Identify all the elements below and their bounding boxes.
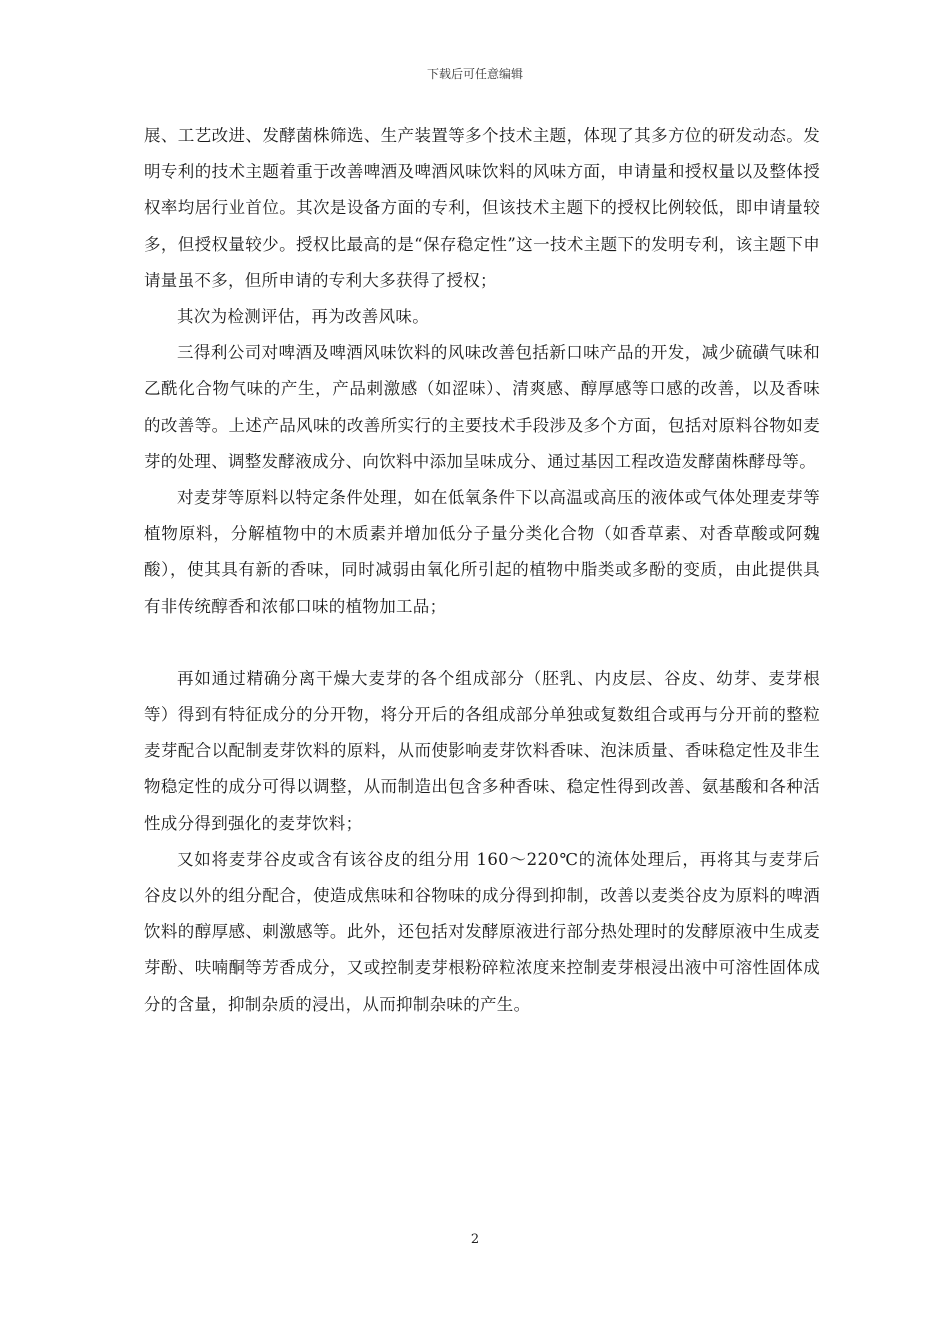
- paragraph-spacer: [144, 625, 820, 661]
- page-header: 下载后可任意编辑: [426, 67, 523, 81]
- page-number: 2: [470, 1232, 480, 1247]
- paragraph-detection-evaluation: 其次为检测评估，再为改善风味。: [177, 307, 429, 327]
- document-body: [144, 118, 820, 1023]
- paragraph-malt-husk-treatment: 又如将麦芽谷皮或含有该谷皮的组分用 160～220℃的流体处理后，再将其与麦芽后谷皮以外的组分配合，使造成焦味和谷物味的成分得到抑制，改善以麦类谷皮为原料的啤酒饮料的醇厚感、刺激感等。此外，还包括对发酵原液进行部分热处理时的发酵原液中生成麦芽酚、呋喃酮等芳香成分，又或控制麦芽根粉碎粒浓度来控制麦芽根浸出液中可溶性固体成分的含量，抑制杂质的浸出，从而抑制杂味的产生。: [144, 849, 820, 1014]
- paragraph-continuation: 展、工艺改进、发酵菌株筛选、生产装置等多个技术主题，体现了其多方位的研发动态。发明专利的技术主题着重于改善啤酒及啤酒风味饮料的风味方面，申请量和授权量以及整体授权率均居行业首位。其次是设备方面的专利，但该技术主题下的授权比例较低，即申请量较多，但授权量较少。授权比最高的是“保存稳定性”这一技术主题下的发明专利，该主题下申请量虽不多，但所申请的专利大多获得了授权；: [144, 126, 820, 290]
- paragraph-flavor-improvement: 三得利公司对啤酒及啤酒风味饮料的风味改善包括新口味产品的开发，减少硫磺气味和乙酰化合物气味的产生，产品刺激感（如涩味）、清爽感、醇厚感等口感的改善，以及香味的改善等。上述产品风味的改善所实行的主要技术手段涉及多个方面，包括对原料谷物如麦芽的处理、调整发酵液成分、向饮料中添加呈味成分、通过基因工程改造发酵菌株酵母等。: [144, 343, 820, 471]
- paragraph-malt-separation: 再如通过精确分离干燥大麦芽的各个组成部分（胚乳、内皮层、谷皮、幼芽、麦芽根等）得到有特征成分的分开物，将分开后的各组成部分单独或复数组合或再与分开前的整粒麦芽配合以配制麦芽饮料的原料，从而使影响麦芽饮料香味、泡沫质量、香味稳定性及非生物稳定性的成分可得以调整，从而制造出包含多种香味、稳定性得到改善、氨基酸和各种活性成分得到强化的麦芽饮料；: [144, 668, 820, 833]
- paragraph-raw-material-treatment: 对麦芽等原料以特定条件处理，如在低氧条件下以高温或高压的液体或气体处理麦芽等植物原料，分解植物中的木质素并增加低分子量分类化合物（如香草素、对香草酸或阿魏酸），使其具有新的香味，同时减弱由氧化所引起的植物中脂类或多酚的变质，由此提供具有非传统醇香和浓郁口味的植物加工品；: [144, 488, 820, 616]
